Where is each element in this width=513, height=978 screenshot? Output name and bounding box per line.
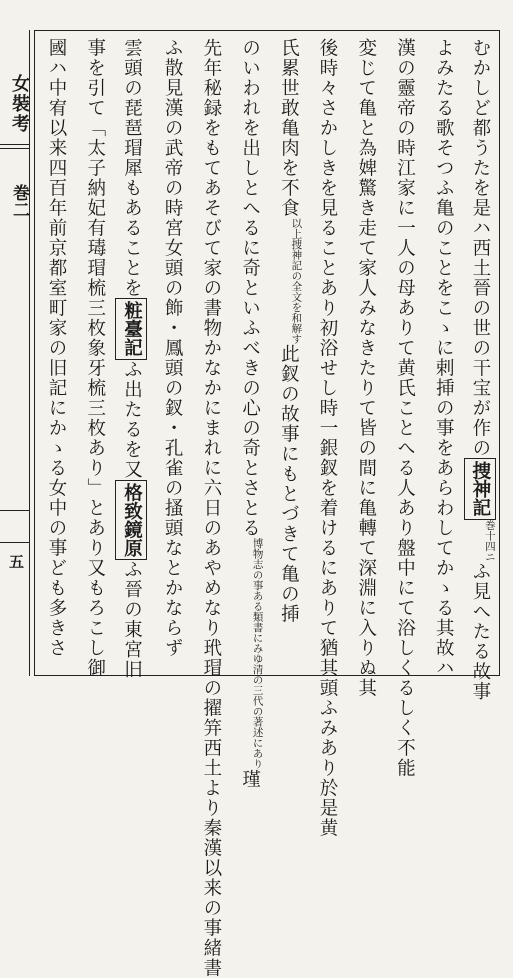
column-text: 先年秘録をもてあそびて家の書物かなかにまれに六日のあやめなり	[200, 38, 222, 638]
text-column	[38, 38, 70, 670]
text-column	[115, 38, 147, 680]
page-number: 五	[7, 554, 25, 569]
column-text: 漢の靈帝の時江家に一人の母ありて黄氏ことへる人あり盤中にて浴しくるしく不能	[394, 38, 416, 778]
margin-divider	[0, 144, 30, 145]
column-text: 変じて亀と為婢驚き走て家人みなきたりて皆の間に亀轉て深淵に入りぬ其	[355, 38, 377, 698]
text-column	[464, 38, 496, 702]
margin-divider	[0, 542, 30, 543]
margin-divider	[0, 148, 30, 149]
inline-note: 以上捜神記の全文を和解す	[290, 218, 303, 344]
text-column	[348, 38, 380, 698]
book-title: 女裝考	[9, 74, 30, 134]
text-column	[309, 38, 341, 838]
column-text: ふ見へたる故事	[469, 561, 491, 702]
column-text: 事を引て「太子納妃有瑇瑁梳三枚象牙梳三枚あり」とあり又もろこし御	[84, 38, 106, 678]
column-text: のいわれを出しとへるに奇といふべきの心の奇とさとる	[239, 38, 261, 538]
inline-note: 博物志の事ある類書にみゆ清の三代の著述にあり	[251, 538, 264, 769]
volume-label: 巻二	[9, 184, 29, 218]
boxed-title: 捜神記	[464, 458, 496, 520]
column-text: 此釵の故事にもとづきて亀の揷	[278, 344, 300, 624]
margin-divider	[0, 510, 30, 511]
column-text: 瑾	[239, 769, 261, 789]
column-text: 國ハ中宥以来四百年前京都室町家の旧記にかゝる女中の事ども多きさ	[46, 38, 67, 658]
column-text: 玳瑁の擢笄西土より秦漢以来の事緒書	[200, 638, 222, 978]
column-text: 後時々さかしきを見ることあり初浴せし時一銀釵を着けるにありて猶其頭ふみあり於是黄	[317, 38, 339, 838]
column-text: ふ晉の東宮旧	[121, 559, 143, 680]
text-columns	[38, 38, 496, 978]
text-column	[386, 38, 418, 778]
boxed-title: 粧臺記	[115, 298, 147, 360]
column-text: ふ散見漢の武帝の時宮女頭の飾・鳳頭の釵・孔雀の搔頭なとかならず	[162, 38, 184, 658]
text-column	[425, 38, 457, 678]
text-column	[232, 38, 264, 789]
text-column	[154, 38, 186, 670]
column-text: 氏累世敢亀肉を不食	[278, 38, 300, 218]
text-column	[77, 38, 109, 678]
column-text: むかしど都うたを是ハ西土晉の世の干宝が作の	[469, 38, 491, 458]
text-column	[270, 38, 302, 670]
text-column	[193, 38, 225, 978]
column-text: 雲頭の琵琶瑁犀もあることを	[121, 38, 143, 298]
column-text: ふ出たるを又	[121, 359, 143, 480]
column-text: よみたる歌そつふ亀のことをこゝに剌挿の事をあらわしてかゝる其故ハ	[433, 38, 455, 678]
boxed-title: 格致鏡原	[115, 480, 147, 560]
inline-note: 巻十四ニ	[483, 519, 496, 562]
page-margin-column	[0, 30, 30, 676]
